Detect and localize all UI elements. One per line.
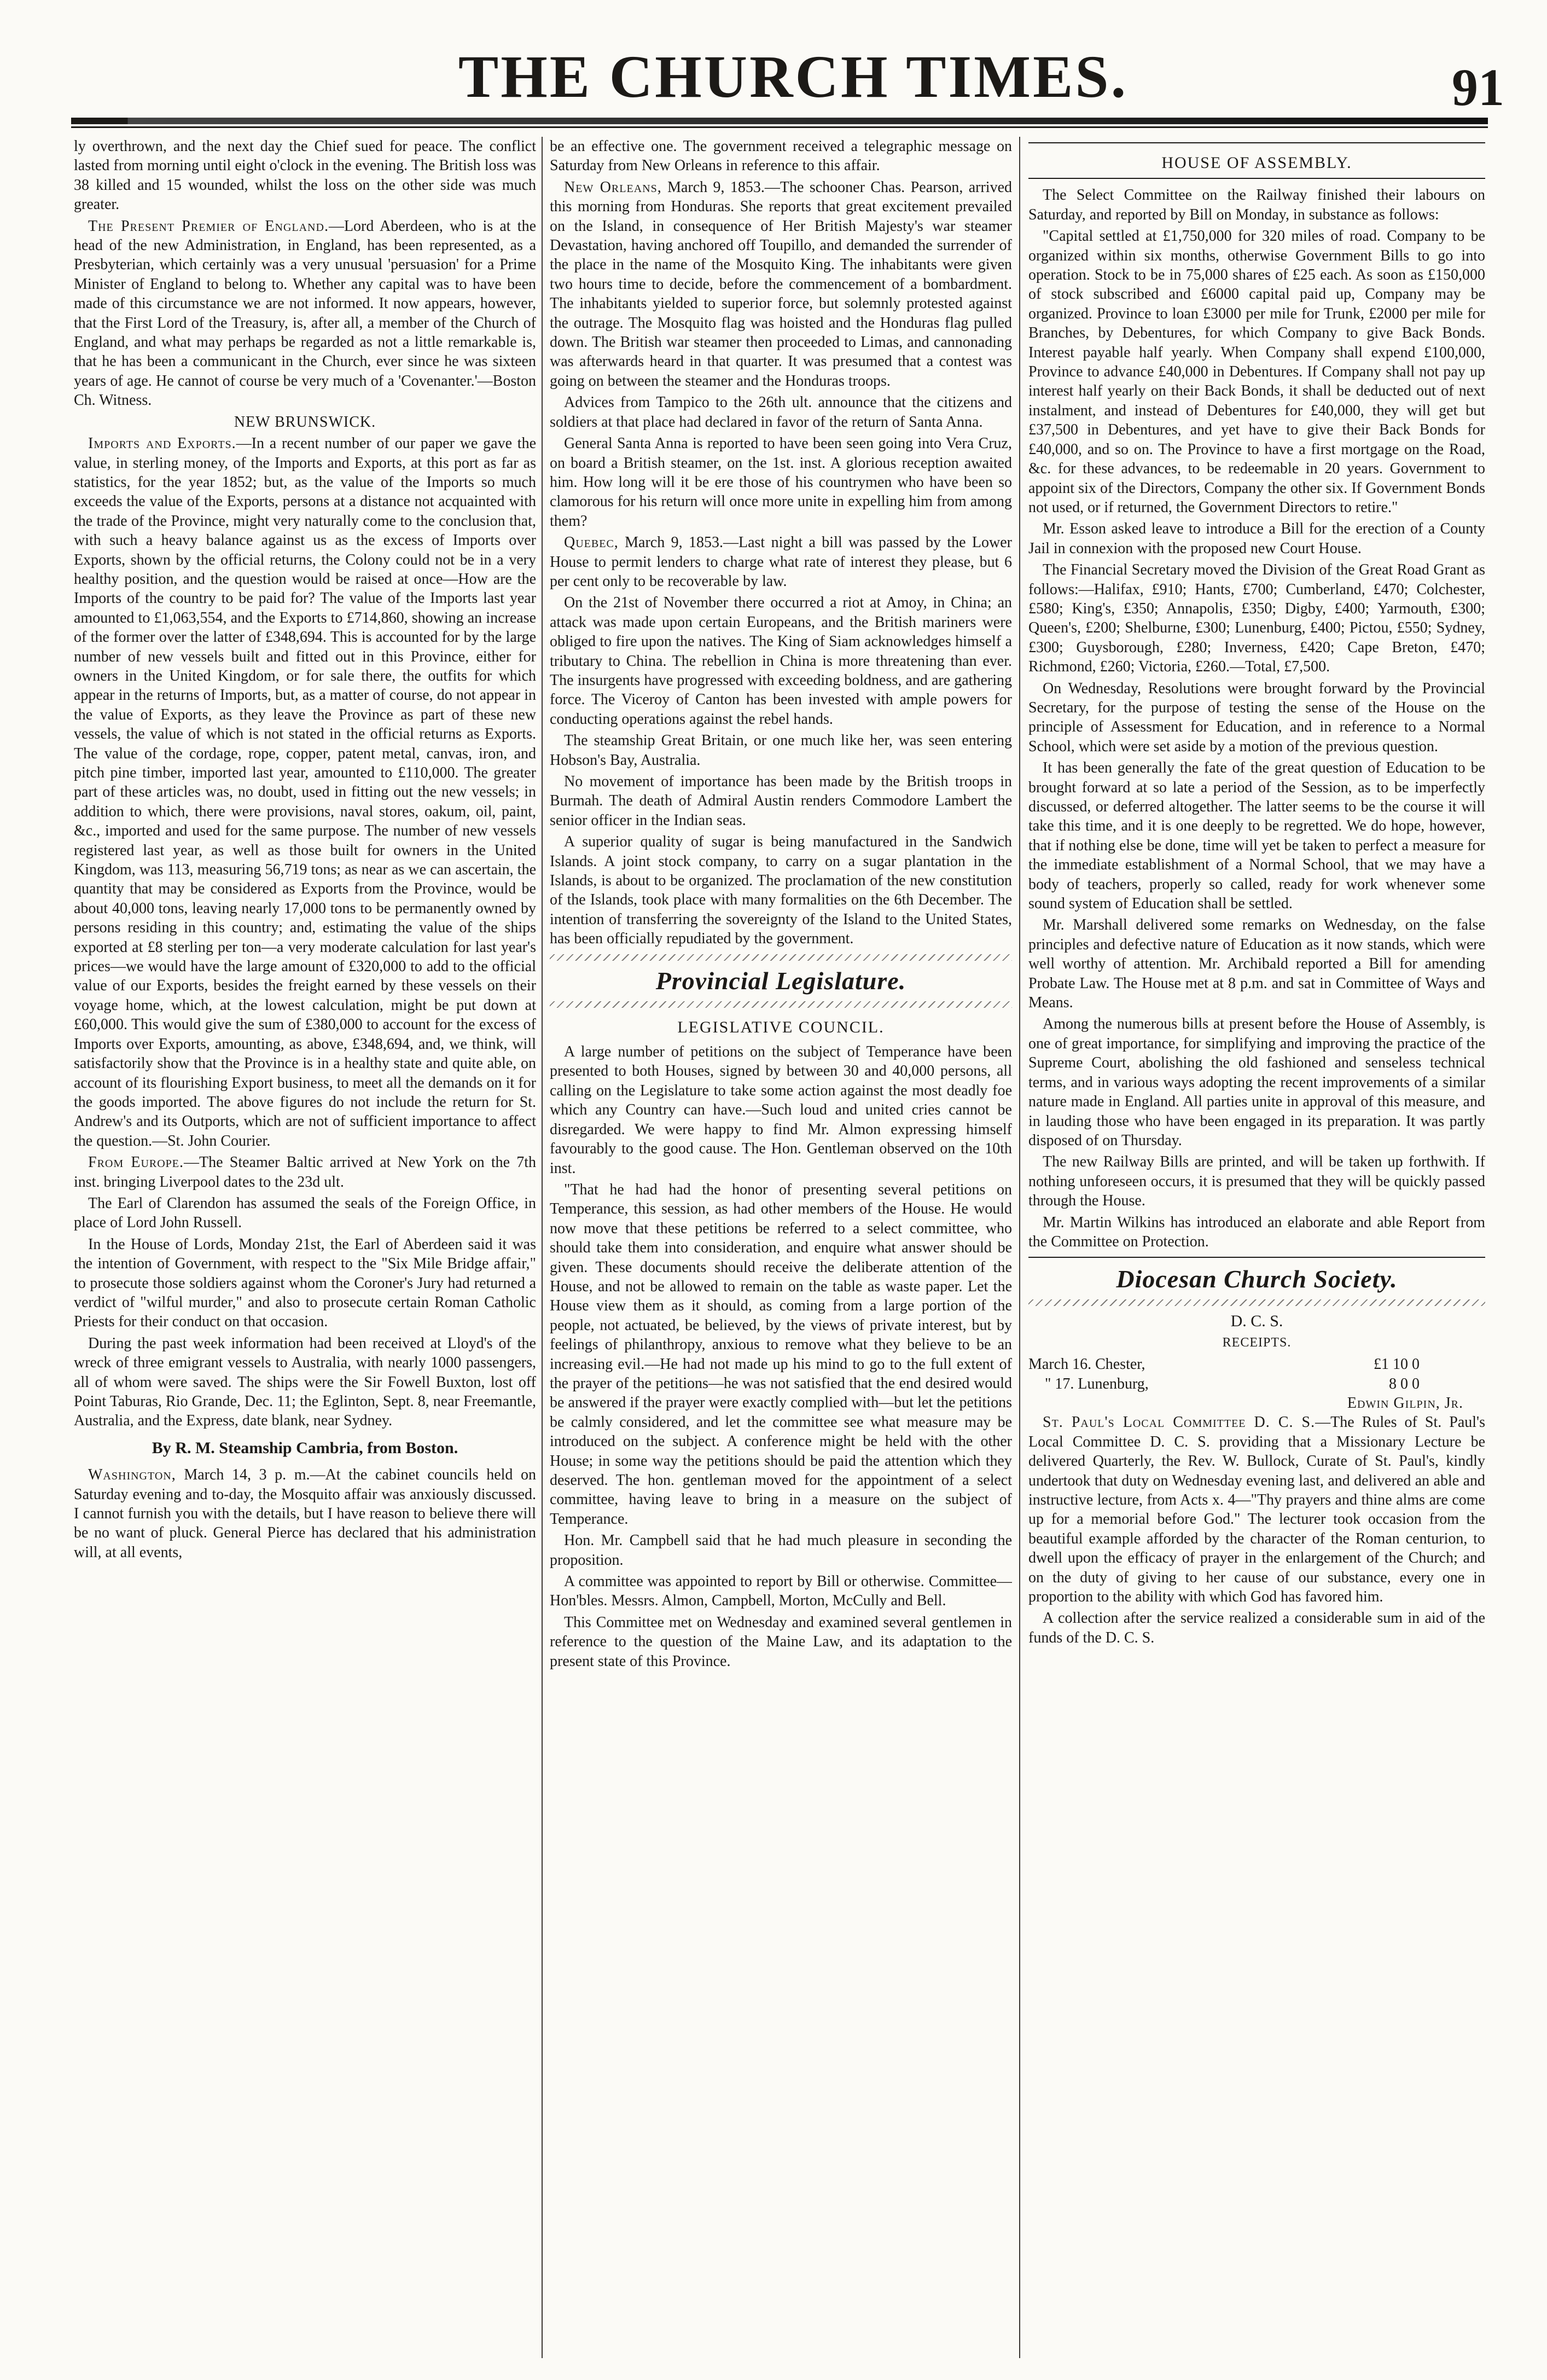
receipt-row xyxy=(1028,1374,1485,1394)
article-paragraph: It has been generally the fate of the great question of Education to be brought forward at so late a period of the Session, as to be imperfectly discussed, or deferred altogether. The latter seems to be the course it will take this time, and it is one deeply to be regretted. We do hope, however, that if nothing else be done, time will yet be taken to perfect a measure for the immediate establishment of a Normal School, that we may have a body of teachers, properly so called, ready for work whenever some sound system of Education shall be settled. xyxy=(1028,759,1485,913)
ornamental-rule xyxy=(1028,1299,1485,1306)
article-paragraph: No movement of importance has been made by the British troops in Burmah. The death of Admiral Austin renders Commodore Lambert the senior officer in the Indian seas. xyxy=(550,773,1012,829)
column-1 xyxy=(74,137,536,2358)
section-heading: LEGISLATIVE COUNCIL. xyxy=(677,1018,885,1036)
article-paragraph: A committee was appointed to report by Bill or otherwise. Committee—Hon'bles. Messrs. Almon, Campbell, Morton, McCully and Bell. xyxy=(550,1573,1012,1610)
article-lead: Washington, xyxy=(88,1466,176,1484)
article-paragraph: A collection after the service realized a considerable sum in aid of the funds of the D. C. S. xyxy=(1028,1610,1485,1646)
receipt-label: March 16. Chester, xyxy=(1028,1356,1145,1373)
article-paragraph: The steamship Great Britain, or one much like her, was seen entering Hobson's Bay, Australia. xyxy=(550,732,1012,769)
ornamental-rule xyxy=(550,954,1012,961)
article-paragraph: "Capital settled at £1,750,000 for 320 miles of road. Company to be organized within six months, otherwise Government Bills to go into operation. Stock to be in 75,000 shares of £25 each. As soon as £150,000 of stock subscribed and £6000 capital paid up, Company may be organized. Province to loan £3000 per mile for Trunk, £2000 per mile for Branches, by Debentures, for which Company to give Back Bonds. Interest payable half yearly. When Company shall expend £100,000, Province to advance £40,000 in Debentures. If Company shall not pay up interest half yearly on their Back Bonds, it shall be deducted out of next instalment, and instead of Debentures for £40,000, they will get but £37,500 in Debentures, and yet have to give their Back Bonds for £40,000, and so on. The Province to have a first mortgage on the Road, &c. for these advances, to be redeemable in 20 years. Government to appoint six of the Directors, Company the other six. If Government Bonds not used, or if returned, the Government Directors to retire." xyxy=(1028,228,1485,516)
article-paragraph: In the House of Lords, Monday 21st, the Earl of Aberdeen said it was the intention of Government, with respect to the "Six Mile Bridge affair," to prosecute those soldiers against whom the Coroner's Jury had returned a verdict of "wilful murder," and also to prosecute certain Roman Catholic Priests for their conduct on that occasion. xyxy=(74,1235,536,1331)
article-paragraph: Washington, March 14, 3 p. m.—At the cabinet councils held on Saturday evening and to-day, the Mosquito affair was anxiously discussed. I cannot furnish you with the details, but I have reason to believe there will be no want of pluck. General Pierce has declared that his administration will, at all events, xyxy=(74,1466,536,1561)
article-paragraph: On the 21st of November there occurred a riot at Amoy, in China; an attack was made upon certain Europeans, and the British mariners were obliged to fire upon the natives. The King of Siam acknowledges himself a tributary to China. The rebellion in China is more threatening than ever. The insurgents have progressed with exceeding boldness, and are gathering force. The Viceroy of Canton has been invested with ample powers for conducting operations against the rebel hands. xyxy=(550,594,1012,728)
ornamental-rule xyxy=(550,1001,1012,1008)
article-paragraph: Imports and Exports.—In a recent number of our paper we gave the value, in sterling money, of the Imports and Exports, at this port as far as statistics, for the year 1852; but, as the value of the Imports so much exceeds the value of the Exports, persons at a distance not acquainted with the trade of the Province, might very naturally come to the conclusion that, with such a heavy balance against us as the excess of Imports over Exports, shown by the official returns, the Colony could not be in a very healthy position, and the question would be raised at once—How are the Imports of the country to be paid for? The value of the Imports last year amounted to £1,063,554, and the Exports to £714,860, showing an increase of the former over the latter of £348,694. This is accounted for by the large number of new vessels built and fitted out in this Province, either for owners in the United Kingdom, or for sale there, the outfits for which appear in the returns of Imports, but, as a matter of course, do not appear in the value of Exports, as they leave the Province as part of these new vessels, the value of which is not stated in the official returns as Exports. The value of the cordage, rope, copper, patent metal, canvas, iron, and pitch pine timber, imported last year, amounted to £110,000. The greater part of these articles was, no doubt, used in fitting out the new vessels; in addition to which, there were provisions, naval stores, oakum, oil, paint, &c., imported and used for the same purpose. The number of new vessels registered last year, as well as those built for owners in the United Kingdom, was 113, measuring 56,719 tons; as near as we can ascertain, the quantity that may be considered as Exports from the Province, would be about 40,000 tons, leaving nearly 17,000 tons to be permanently owned by persons residing in this country; and, estimating the value of the ships exported at £8 sterling per ton—a very moderate calculation for last year's prices—we would have the large amount of £320,000 to add to the official value of our Exports, besides the freight earned by these vessels on their voyage home, which, at the lowest calculation, might be put down at £60,000. This would give the sum of £380,000 to account for the excess of Imports over Exports, amounting, as above, £348,694, and, we think, will satisfactorily show that the Province is in a healthy state and quite able, on account of its flourishing Export business, to meet all the demands on it for the goods imported. The above figures do not include the return for St. Andrew's and its Outports, which are not of sufficient importance to affect the question.—St. John Courier. xyxy=(74,435,536,1150)
divider xyxy=(1028,178,1485,179)
article-paragraph: During the past week information had been received at Lloyd's of the wreck of three emigrant vessels to Australia, with nearly 1000 passengers, all of whom were saved. The ships were the Sir Fowell Buxton, lost off Point Taburas, Rio Grande, Dec. 11; the Eglinton, Sept. 8, near Freemantle, Australia, and the Express, date blank, near Sydney. xyxy=(74,1334,536,1430)
article-lead: Quebec, xyxy=(564,534,619,552)
signature: Edwin Gilpin, Jr. xyxy=(1347,1394,1463,1412)
receipt-amount: 8 0 0 xyxy=(1389,1375,1420,1392)
masthead-rule xyxy=(71,118,1488,124)
article-paragraph: The Earl of Clarendon has assumed the seals of the Foreign Office, in place of Lord John Russell. xyxy=(74,1194,536,1232)
society-abbrev: D. C. S. xyxy=(1230,1312,1283,1331)
receipts-heading: RECEIPTS. xyxy=(1222,1335,1292,1350)
article-paragraph: General Santa Anna is reported to have been seen going into Vera Cruz, on board a British steamer, on the 1st. inst. A glorious reception awaited him. How long will it be ere those of his countrymen who have been so clamorous for his return will once more unite in expelling him from among them? xyxy=(550,435,1012,530)
section-heading-blackletter: Provincial Legislature. xyxy=(655,966,906,995)
article-paragraph: Mr. Martin Wilkins has introduced an elaborate and able Report from the Committee on Protection. xyxy=(1028,1214,1485,1250)
article-paragraph: The Present Premier of England.—Lord Aberdeen, who is at the head of the new Administration, in England, has been represented, as a Presbyterian, which certainly was a very unusual 'persuasion' for a Prime Minister of England to belong to. Whether any capital was to have been made of this circumstance we are not informed. It now appears, however, that the First Lord of the Treasury, is, after all, a member of the Church of England, and what may perhaps be regarded as not a little remarkable is, that he has been a communicant in the Church, ever since he was sixteen years of age. He cannot of course be very much of a 'Covenanter.'—Boston Ch. Witness. xyxy=(74,217,536,409)
article-paragraph: Hon. Mr. Campbell said that he had much pleasure in seconding the proposition. xyxy=(550,1532,1012,1569)
section-heading-blackletter: Diocesan Church Society. xyxy=(1116,1265,1398,1293)
article-lead: From Europe. xyxy=(88,1154,184,1171)
column-divider xyxy=(542,137,543,2358)
article-paragraph: New Orleans, March 9, 1853.—The schooner Chas. Pearson, arrived this morning from Honduras. She reports that great excitement prevailed on the Island, in consequence of Her British Majesty's war steamer Devastation, having anchored off Toupillo, and demanded the surrender of the place in the name of the Mosquito King. The inhabitants were given two hours time to decide, before the commencement of a bombardment. The inhabitants yielded to superior force, but solemnly protested against the outrage. The Mosquito flag was hoisted and the Honduras flag pulled down. The British war steamer then proceeded to Limas, and cannonading was afterwards heard in that quarter. It was presumed that a contest was going on between the steamer and the Honduras troops. xyxy=(550,178,1012,390)
newspaper-title: THE CHURCH TIMES. xyxy=(458,43,1129,110)
article-paragraph: From Europe.—The Steamer Baltic arrived at New York on the 7th inst. bringing Liverpool dates to the 23d ult. xyxy=(74,1154,536,1191)
article-paragraph: The Financial Secretary moved the Division of the Great Road Grant as follows:—Halifax, £910; Hants, £700; Cumberland, £470; Colchester, £580; King's, £350; Annapolis, £350; Digby, £400; Yarmouth, £300; Queen's, £200; Shelburne, £300; Lunenburg, £400; Pictou, £550; Sydney, £300; Guysborough, £280; Inverness, £420; Cape Breton, £470; Richmond, £260; Victoria, £260.—Total, £7,500. xyxy=(1028,561,1485,676)
column-2 xyxy=(550,137,1012,2358)
article-paragraph: Quebec, March 9, 1853.—Last night a bill was passed by the Lower House to permit lenders to charge what rate of interest they please, but 6 per cent only to be recoverable by law. xyxy=(550,534,1012,590)
article-lead: Imports and Exports. xyxy=(88,435,236,452)
article-lead: The Present Premier of England. xyxy=(88,217,329,235)
column-divider xyxy=(1019,137,1020,2358)
article-paragraph: This Committee met on Wednesday and examined several gentlemen in reference to the question of the Maine Law, and its adaptation to the present state of this Province. xyxy=(550,1613,1012,1670)
article-lead: St. Paul's Local Committee D. C. S. xyxy=(1043,1414,1316,1431)
article-paragraph: Advices from Tampico to the 26th ult. announce that the citizens and soldiers at that place had declared in favor of the return of Santa Anna. xyxy=(550,394,1012,431)
article-paragraph: be an effective one. The government received a telegraphic message on Saturday from New Orleans in reference to this affair. xyxy=(550,138,1012,175)
receipt-row xyxy=(1028,1355,1485,1374)
article-paragraph: A large number of petitions on the subject of Temperance have been presented to both Houses, signed by between 30 and 40,000 persons, all calling on the Legislature to take some action against the most deadly foe which any Country can have.—Such loud and united cries cannot be disregarded. We were happy to find Mr. Almon expressing himself favourably to the good cause. The Hon. Gentleman observed on the 10th inst. xyxy=(550,1043,1012,1177)
masthead-rule-thin xyxy=(71,126,1488,128)
receipt-amount: £1 10 0 xyxy=(1374,1356,1420,1373)
masthead xyxy=(82,38,1504,115)
column-3 xyxy=(1028,137,1485,2358)
article-paragraph: St. Paul's Local Committee D. C. S.—The Rules of St. Paul's Local Committee D. C. S. providing that a Missionary Lecture be delivered Quarterly, the Rev. W. Bullock, Curate of St. Paul's, kindly undertook that duty on Wednesday evening last, and delivered an able and instructive lecture, from Acts x. 4—"Thy prayers and thine alms are come up for a memorial before God." The lecturer took occasion from the beautiful example afforded by the character of the Roman centurion, to dwell upon the efficacy of prayer in the enlargement of the Church; and on the duty of giving to her cause of our substance, every one in proportion to the ability with which God has favored him. xyxy=(1028,1414,1485,1606)
divider xyxy=(1028,1257,1485,1258)
article-lead: New Orleans, xyxy=(564,178,662,196)
divider xyxy=(1028,142,1485,143)
article-paragraph: The Select Committee on the Railway finished their labours on Saturday, and reported by Bill on Monday, in substance as follows: xyxy=(1028,187,1485,223)
article-paragraph: A superior quality of sugar is being manufactured in the Sandwich Islands. A joint stock company, to carry on a sugar plantation in the Islands, is about to be organized. The proclamation of the new constitution of the Islands, took place with many formalities on the 6th December. The intention of transferring the sovereignty of the Island to the United States, has been officially repudiated by the government. xyxy=(550,833,1012,948)
article-paragraph: Mr. Esson asked leave to introduce a Bill for the erection of a County Jail in connexion with the proposed new Court House. xyxy=(1028,520,1485,557)
receipt-label: " 17. Lunenburg, xyxy=(1045,1375,1149,1392)
article-paragraph: The new Railway Bills are printed, and will be taken up forthwith. If nothing unforeseen occurs, it is presumed that they will be quickly passed through the House. xyxy=(1028,1153,1485,1210)
page-number: 91 xyxy=(1452,58,1504,117)
article-paragraph: "That he had had the honor of presenting several petitions on Temperance, this session, as had other members of the House. He would now move that these petitions be referred to a select committee, who should take them into consideration, and enquire what answer should be given. These documents should receive the deliberate attention of the House, and not be allowed to remain on the table as waste paper. Let the House view them as it should, as coming from a large portion of the people, not actuated, be believed, by the views of private interest, but by feelings of philanthropy, anxious to remove what they believe to be an increasing evil.—He had not made up his mind to go to the full extent of the prayer of the petitions—he was not satisfied that the end desired would be answered if the prayer were exactly complied with—but let the petitions be calmly considered, and let the committee see what measure may be introduced on the subject. A conference might be held with the other House; in some way the petitions should be paid the attention which they deserved. The hon. gentleman moved for the appointment of a select committee, having leave to bring in a measure on the subject of Temperance. xyxy=(550,1181,1012,1528)
section-heading: NEW BRUNSWICK. xyxy=(234,413,376,431)
article-paragraph: Among the numerous bills at present before the House of Assembly, is one of great importance, for simplifying and improving the practice of the Supreme Court, abolishing the old fashioned and senseless technical terms, and in various ways adopting the recent improvements of a similar nature made in England. All parties unite in approval of this measure, and in lauding those who have been engaged in its preparation. It was partly disposed of on Thursday. xyxy=(1028,1015,1485,1149)
article-paragraph: On Wednesday, Resolutions were brought forward by the Provincial Secretary, for the purpose of testing the sense of the House on the principle of Assessment for Education, and in reference to a Normal School, which were set aside by a motion of the previous question. xyxy=(1028,680,1485,755)
section-heading: HOUSE OF ASSEMBLY. xyxy=(1161,154,1352,172)
news-heading: By R. M. Steamship Cambria, from Boston. xyxy=(152,1438,458,1457)
article-paragraph: Mr. Marshall delivered some remarks on Wednesday, on the false principles and defective nature of Education as it now stands, which were well worthy of attention. Mr. Archibald reported a Bill for amending Probate Law. The House met at 8 p.m. and sat in Committee of Ways and Means. xyxy=(1028,916,1485,1012)
article-paragraph: ly overthrown, and the next day the Chief sued for peace. The conflict lasted from morning until eight o'clock in the evening. The British loss was 38 killed and 15 wounded, whilst the loss on the other side was much greater. xyxy=(74,138,536,213)
